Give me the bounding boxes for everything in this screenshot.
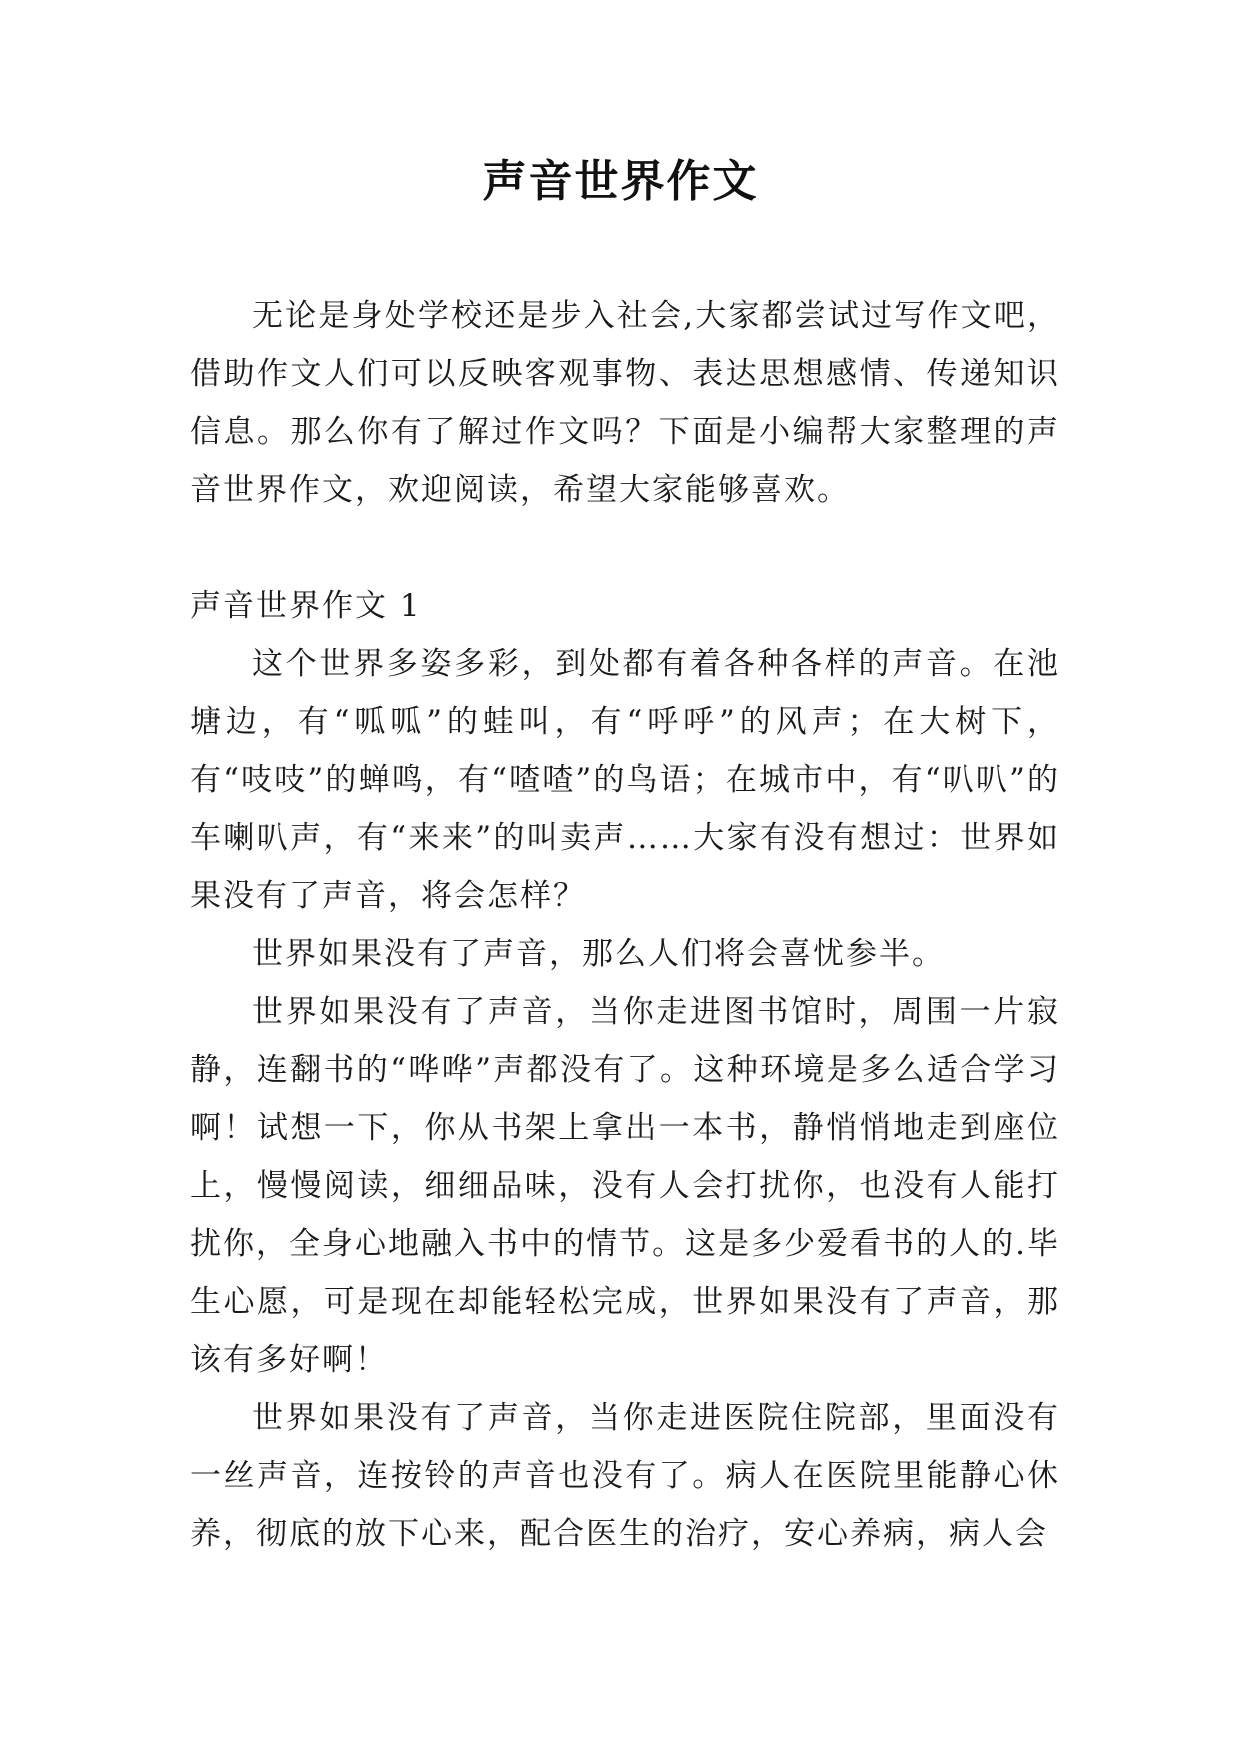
body-paragraph-4: 世界如果没有了声音，当你走进医院住院部，里面没有一丝声音，连按铃的声音也没有了。病人在医院里能静心休养，彻底的放下心来，配合医生的治疗，安心养病，病人会 [190,1400,1060,1552]
document-body [190,287,1060,1563]
document-title: 声音世界作文 [482,156,759,207]
body-paragraph-2: 世界如果没有了声音，那么人们将会喜忧参半。 [252,936,945,972]
body-paragraph-3: 世界如果没有了声音，当你走进图书馆时，周围一片寂静，连翻书的“哗哗”声都没有了。这种环境是多么适合学习啊！试想一下，你从书架上拿出一本书，静悄悄地走到座位上，慢慢阅读，细细品味，没有人会打扰你，也没有人能打扰你，全身心地融入书中的情节。这是多少爱看书的人的.毕生心愿，可是现在却能轻松完成，世界如果没有了声音，那该有多好啊！ [190,994,1060,1378]
body-paragraph-1: 这个世界多姿多彩，到处都有着各种各样的声音。在池塘边，有“呱呱”的蛙叫，有“呼呼”的风声；在大树下，有“吱吱”的蝉鸣，有“喳喳”的鸟语；在城市中，有“叭叭”的车喇叭声，有“来来”的叫卖声……大家有没有想过：世界如果没有了声音，将会怎样？ [190,646,1060,914]
section-heading: 声音世界作文 1 [190,588,422,624]
intro-paragraph: 无论是身处学校还是步入社会,大家都尝试过写作文吧，借助作文人们可以反映客观事物、表达思想感情、传递知识信息。那么你有了解过作文吗？下面是小编帮大家整理的声音世界作文，欢迎阅读，希望大家能够喜欢。 [190,298,1060,508]
